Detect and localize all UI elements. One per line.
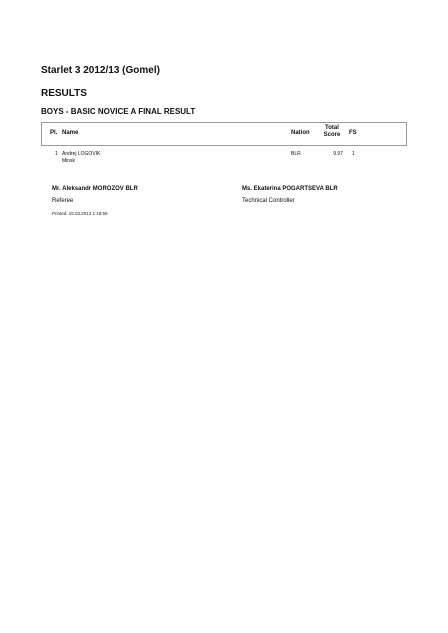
technical-controller-name: Ms. Ekaterina POGARTSEVA BLR xyxy=(242,186,338,192)
header-name: Name xyxy=(62,130,79,136)
header-place: Pl. xyxy=(50,130,58,136)
row-fs: 1 xyxy=(352,151,355,157)
header-nation: Nation xyxy=(291,130,310,136)
results-heading: RESULTS xyxy=(41,88,87,99)
header-fs: FS xyxy=(349,130,357,136)
header-total-score: Total Score xyxy=(323,125,341,138)
technical-controller-role: Technical Controller xyxy=(242,198,295,204)
row-skater-name: Andrej LOGOVIK xyxy=(62,151,101,157)
row-club: Minsk xyxy=(62,158,76,164)
referee-name: Mr. Aleksandr MOROZOV BLR xyxy=(52,186,138,192)
category-title: BOYS - BASIC NOVICE A FINAL RESULT xyxy=(41,107,196,116)
row-nation: BLR xyxy=(291,151,301,157)
row-place: 1 xyxy=(55,151,58,157)
event-title: Starlet 3 2012/13 (Gomel) xyxy=(41,65,160,76)
results-table-header xyxy=(41,122,407,146)
row-total-score: 9.97 xyxy=(333,151,343,157)
referee-role: Referee xyxy=(52,198,74,204)
printed-timestamp: Printed: 15.03.2013 1:18:59 xyxy=(52,211,108,216)
